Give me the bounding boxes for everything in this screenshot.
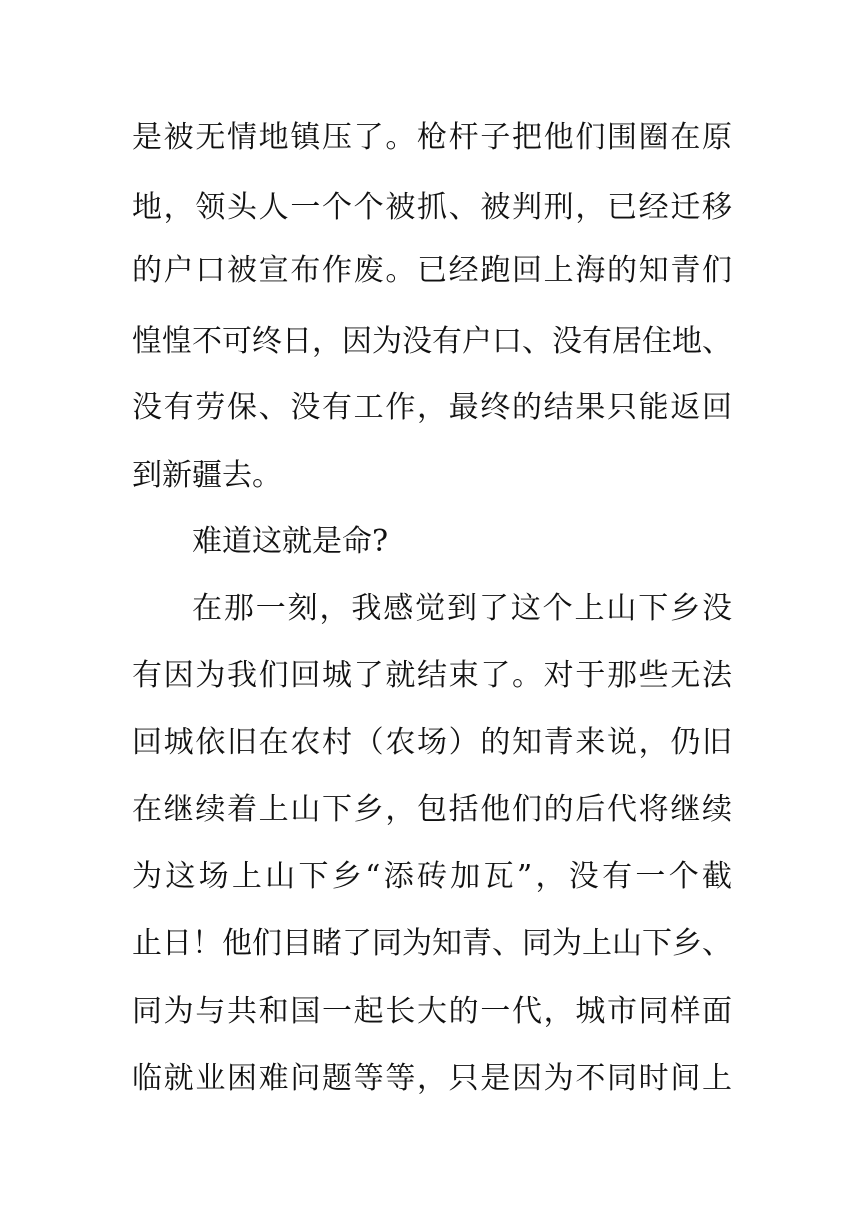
text-line: 止日！他们目睹了同为知青、同为上山下乡、 — [132, 926, 732, 961]
text-line: 惶惶不可终日，因为没有户口、没有居住地、 — [132, 324, 732, 359]
text-line: 有因为我们回城了就结束了。对于那些无法 — [132, 658, 732, 693]
text-line: 地，领头人一个个被抓、被判刑，已经迁移 — [132, 190, 732, 225]
text-line: 同为与共和国一起长大的一代，城市同样面 — [132, 994, 732, 1029]
text-line: 的户口被宣布作废。已经跑回上海的知青们 — [132, 253, 732, 288]
text-line: 回城依旧在农村（农场）的知青来说，仍旧 — [132, 725, 732, 760]
text-line: 在继续着上山下乡，包括他们的后代将继续 — [132, 792, 732, 827]
text-line: 临就业困难问题等等，只是因为不同时间上 — [132, 1061, 732, 1096]
text-line: 到新疆去。 — [132, 458, 282, 493]
paragraph-first-line: 难道这就是命? — [192, 524, 389, 559]
text-line: 没有劳保、没有工作，最终的结果只能返回 — [132, 390, 732, 425]
paragraph-first-line: 在那一刻，我感觉到了这个上山下乡没 — [192, 591, 732, 626]
text-line: 为这场上山下乡“添砖加瓦”，没有一个截 — [132, 859, 732, 894]
text-line: 是被无情地镇压了。枪杆子把他们围圈在原 — [132, 120, 732, 155]
